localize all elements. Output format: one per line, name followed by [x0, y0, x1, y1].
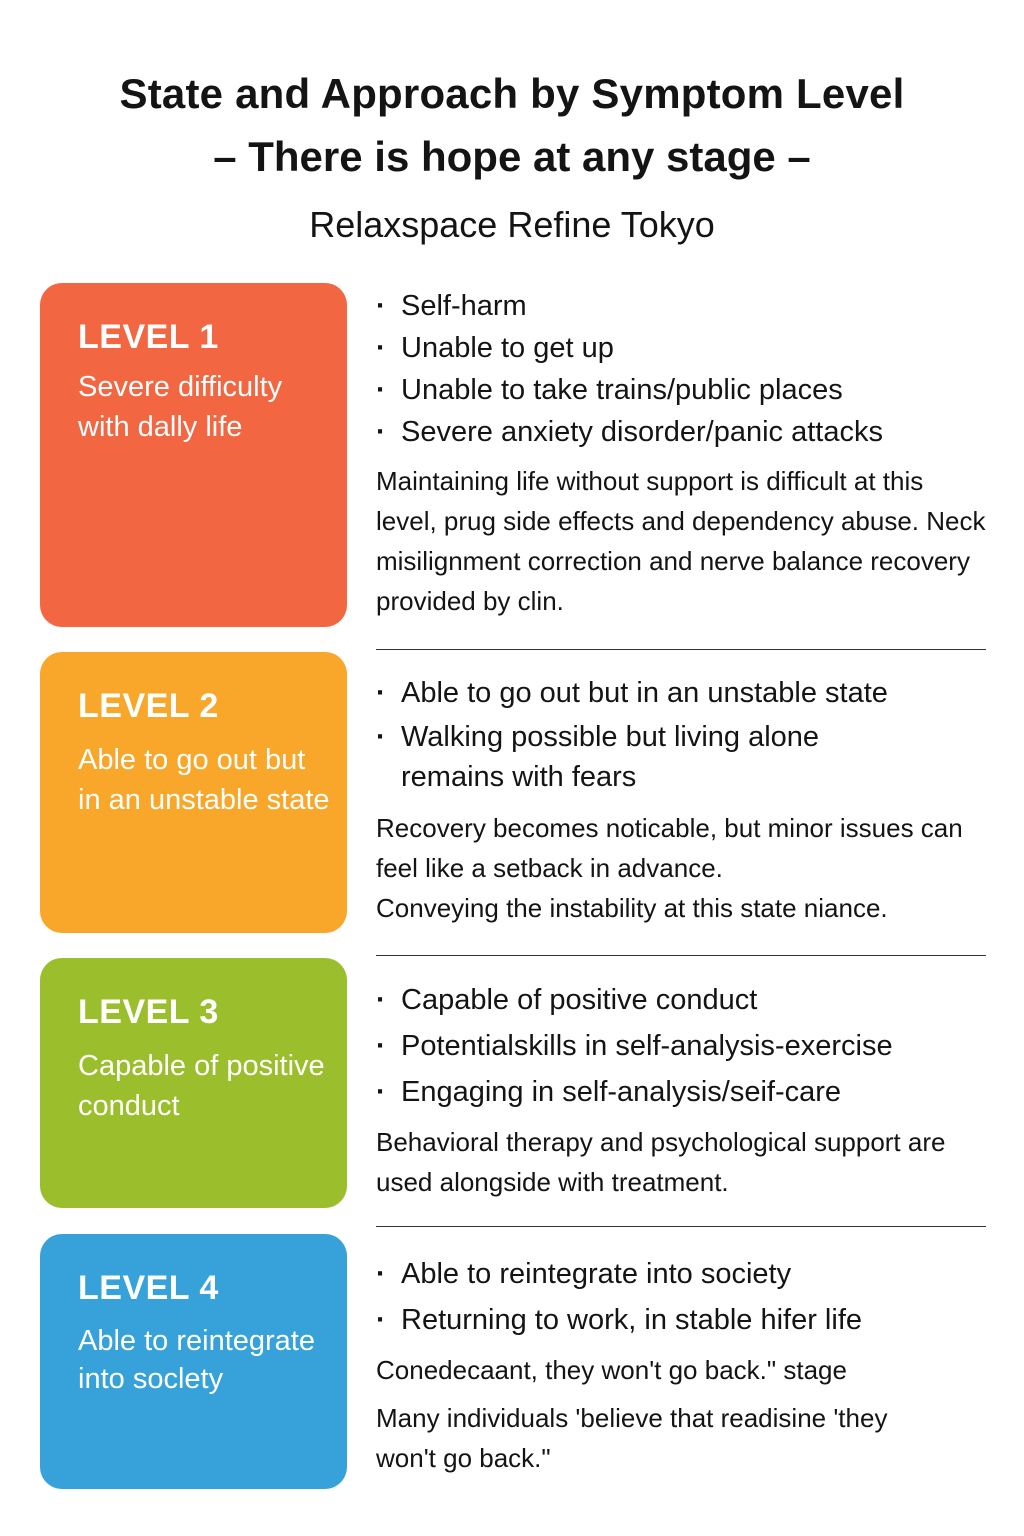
level-2-label: LEVEL 2: [78, 687, 219, 725]
divider: [376, 1226, 986, 1227]
list-item: · Unable to take trains/public places: [376, 369, 986, 411]
page-tagline: – There is hope at any stage –: [213, 133, 811, 180]
level-4-details: [376, 1254, 986, 1478]
list-item: · Potentialskills in self-analysis-exercise: [376, 1026, 986, 1066]
level-3-description: Behavioral therapy and psychological support are used alongside with treatment.: [376, 1127, 946, 1197]
level-2-card: [40, 652, 347, 933]
level-2-summary: Able to go out but in an unstable state: [78, 744, 330, 816]
level-1-description: Maintaining life without support is difficult at this level, prug side effects and dependency abuse. Neck misilignment correction and nerve balance recovery provided by clin.: [376, 466, 986, 616]
page-subtitle: Relaxspace Refine Tokyo: [309, 204, 715, 245]
list-item: · Able to reintegrate into society: [376, 1254, 986, 1294]
list-item: · Walking possible but living alone remains with fears: [376, 717, 871, 797]
level-4-description: Conedecaant, they won't go back." stage: [376, 1355, 847, 1385]
level-4-note: Many individuals 'believe that readisine 'they won't go back.": [376, 1403, 888, 1473]
list-item: · Severe anxiety disorder/panic attacks: [376, 411, 986, 453]
level-1-details: [376, 285, 986, 621]
level-2-note: Conveying the instability at this state niance.: [376, 893, 888, 923]
list-item: · Engaging in self-analysis/seif-care: [376, 1072, 986, 1112]
level-4-bullet-list: [376, 1254, 986, 1340]
level-4-card: [40, 1234, 347, 1489]
list-item: · Self-harm: [376, 285, 986, 327]
list-item: · Capable of positive conduct: [376, 980, 986, 1020]
level-3-card: [40, 958, 347, 1208]
level-2-details: [376, 673, 986, 928]
level-3-summary: Capable of positive conduct: [78, 1050, 325, 1122]
level-1-summary: Severe difficulty with dally life: [78, 371, 283, 443]
level-1-label: LEVEL 1: [78, 318, 219, 356]
level-3-details: [376, 980, 986, 1202]
level-4-summary: Able to reintegrate into soclety: [78, 1325, 315, 1395]
level-3-label: LEVEL 3: [78, 993, 219, 1031]
level-1-bullet-list: [376, 285, 986, 453]
level-4-label: LEVEL 4: [78, 1269, 219, 1307]
level-1-card: [40, 283, 347, 627]
level-2-bullet-list: [376, 673, 986, 797]
level-3-bullet-list: [376, 980, 986, 1112]
divider: [376, 649, 986, 650]
page-title: State and Approach by Symptom Level: [119, 70, 905, 117]
level-2-description: Recovery becomes noticable, but minor issues can feel like a setback in advance.: [376, 813, 963, 883]
list-item: · Returning to work, in stable hifer life: [376, 1300, 986, 1340]
list-item: · Unable to get up: [376, 327, 986, 369]
divider: [376, 955, 986, 956]
list-item: · Able to go out but in an unstable state: [376, 673, 986, 713]
